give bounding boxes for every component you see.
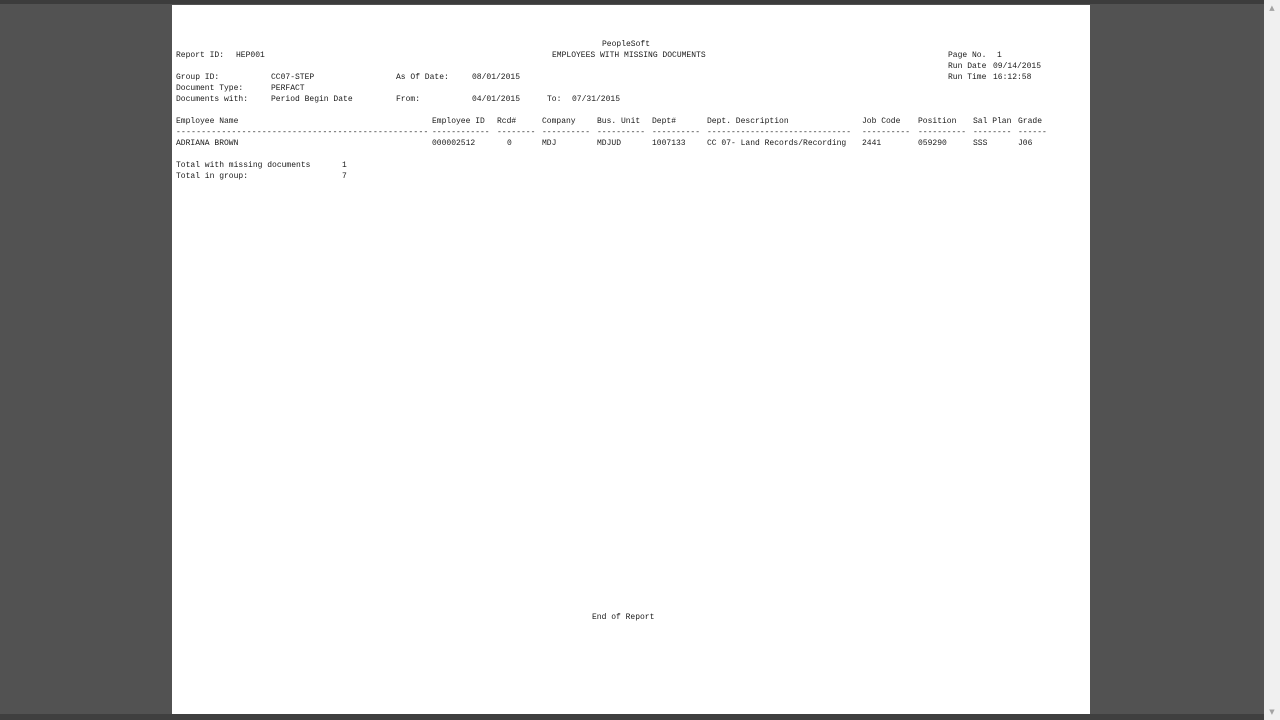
cell-position: 059290	[918, 139, 947, 148]
col-header-rcd: Rcd#	[497, 117, 517, 126]
cell-rcd: 0	[507, 139, 512, 148]
separator-bus-unit: ----------	[597, 128, 646, 137]
scroll-down-icon[interactable]: ▼	[1269, 708, 1275, 716]
separator-dept: ----------	[652, 128, 701, 137]
cell-bus-unit: MDJUD	[597, 139, 622, 148]
col-header-dept-description: Dept. Description	[707, 117, 789, 126]
vertical-scrollbar[interactable]	[1264, 0, 1280, 720]
separator-grade: ------	[1018, 128, 1047, 137]
viewer-top-edge	[0, 0, 1280, 4]
col-header-sal-plan: Sal Plan	[973, 117, 1012, 126]
separator-job-code: ----------	[862, 128, 911, 137]
end-of-report: End of Report	[592, 613, 655, 622]
cell-dept-description: CC 07- Land Records/Recording	[707, 139, 847, 148]
report-page	[172, 5, 1090, 714]
as-of-date-label: As Of Date:	[396, 73, 449, 82]
total-group-label: Total in group:	[176, 172, 249, 181]
total-missing-value: 1	[342, 161, 347, 170]
cell-grade: J06	[1018, 139, 1033, 148]
col-header-bus-unit: Bus. Unit	[597, 117, 641, 126]
to-date-value: 07/31/2015	[572, 95, 621, 104]
separator-company: ----------	[542, 128, 591, 137]
col-header-dept: Dept#	[652, 117, 677, 126]
report-id-label: Report ID:	[176, 51, 225, 60]
report-id-value: HEP001	[236, 51, 265, 60]
run-date-value: 09/14/2015	[993, 62, 1042, 71]
separator-employee-name: --------------------------------------------------	[176, 128, 429, 137]
cell-job-code: 2441	[862, 139, 882, 148]
separator-rcd: --------	[497, 128, 536, 137]
cell-dept: 1007133	[652, 139, 686, 148]
total-group-value: 7	[342, 172, 347, 181]
scroll-up-icon[interactable]: ▲	[1269, 4, 1275, 12]
to-label: To:	[547, 95, 562, 104]
col-header-job-code: Job Code	[862, 117, 901, 126]
group-id-label: Group ID:	[176, 73, 220, 82]
page-no-value: 1	[997, 51, 1002, 60]
cell-company: MDJ	[542, 139, 557, 148]
document-type-value: PERFACT	[271, 84, 305, 93]
col-header-grade: Grade	[1018, 117, 1043, 126]
col-header-employee-name: Employee Name	[176, 117, 239, 126]
cell-employee-id: 000002512	[432, 139, 476, 148]
cell-sal-plan: SSS	[973, 139, 988, 148]
col-header-position: Position	[918, 117, 957, 126]
separator-dept-description: ------------------------------	[707, 128, 852, 137]
as-of-date-value: 08/01/2015	[472, 73, 521, 82]
cell-employee-name: ADRIANA BROWN	[176, 139, 239, 148]
run-date-label: Run Date	[948, 62, 987, 71]
report-title: PeopleSoft	[602, 40, 651, 49]
page-no-label: Page No.	[948, 51, 987, 60]
report-subtitle: EMPLOYEES WITH MISSING DOCUMENTS	[552, 51, 706, 60]
from-label: From:	[396, 95, 421, 104]
separator-position: ----------	[918, 128, 967, 137]
run-time-value: 16:12:58	[993, 73, 1032, 82]
total-missing-label: Total with missing documents	[176, 161, 311, 170]
col-header-company: Company	[542, 117, 576, 126]
separator-employee-id: ------------	[432, 128, 490, 137]
run-time-label: Run Time	[948, 73, 987, 82]
from-date-value: 04/01/2015	[472, 95, 521, 104]
documents-with-value: Period Begin Date	[271, 95, 353, 104]
group-id-value: CC07-STEP	[271, 73, 315, 82]
separator-sal-plan: --------	[973, 128, 1012, 137]
col-header-employee-id: Employee ID	[432, 117, 485, 126]
viewer-bottom-edge	[0, 714, 1264, 720]
document-type-label: Document Type:	[176, 84, 244, 93]
documents-with-label: Documents with:	[176, 95, 249, 104]
